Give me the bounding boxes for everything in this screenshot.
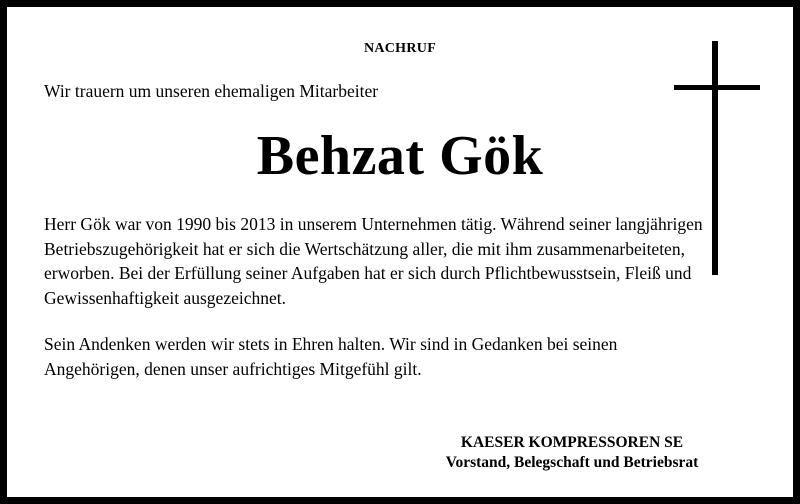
notice-body: [44, 212, 704, 381]
intro-line: Wir trauern um unseren ehemaligen Mitarbeiter: [44, 81, 379, 101]
company-name: KAESER KOMPRESSOREN SE: [460, 434, 684, 451]
deceased-name: Behzat Gök: [256, 125, 544, 187]
signatories: Vorstand, Belegschaft und Betriebsrat: [445, 454, 699, 471]
cross-vertical-bar: [712, 41, 718, 275]
notice-heading: NACHRUF: [363, 41, 437, 56]
signature-block: [407, 433, 737, 473]
body-paragraph-remembrance: Sein Andenken werden wir stets in Ehren halten. Wir sind in Gedanken bei seinen Angehörigen, denen unser aufrichtiges Mitgefühl gilt.: [44, 334, 618, 379]
body-paragraph-tenure: Herr Gök war von 1990 bis 2013 in unserem Unternehmen tätig. Während seiner langjährigen Betriebszugehörigkeit hat er sich die Wertschätzung aller, die mit ihm zusammenarbeiteten, erworben. Bei der Erfüllung seiner Aufgaben hat er sich durch Pflichtbewusstsein, Fleiß und Gewissenhaftigkeit ausgezeichnet.: [44, 214, 703, 308]
cross-horizontal-bar: [674, 85, 760, 90]
